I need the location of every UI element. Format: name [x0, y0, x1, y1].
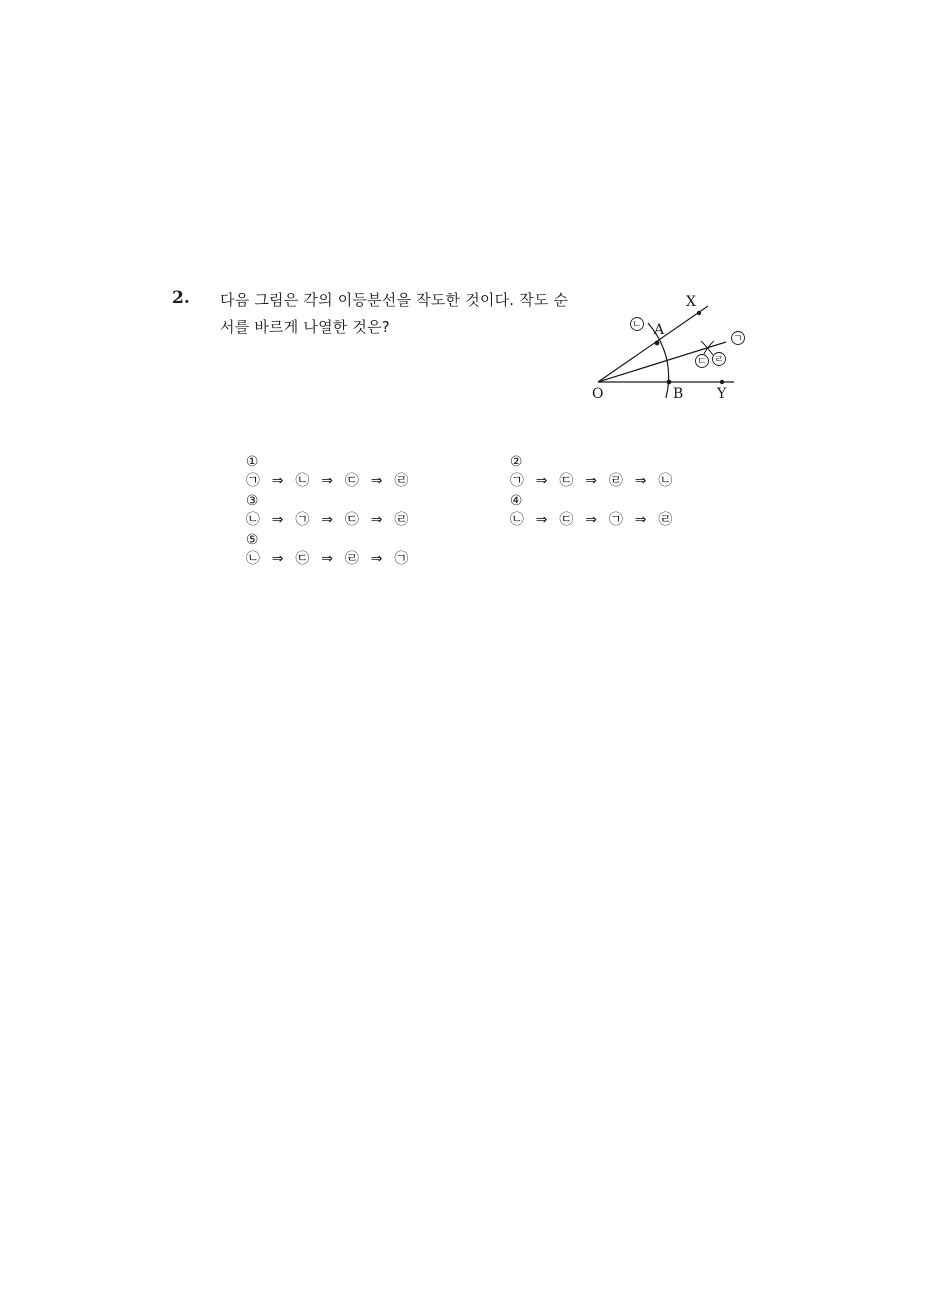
point-y [720, 380, 724, 384]
svg-text:ㄴ: ㄴ [632, 319, 642, 331]
choice-3-sequence: ㉡ ⇒ ㉠ ⇒ ㉢ ⇒ ㉣ [245, 512, 410, 528]
choice-3-number: ③ [245, 493, 260, 509]
choice-1-number: ① [245, 454, 260, 470]
choice-4-number: ④ [509, 493, 524, 509]
label-o: O [592, 386, 604, 402]
svg-text:ㄱ: ㄱ [733, 333, 743, 345]
step-mark-g [732, 332, 745, 345]
svg-text:ㄷ: ㄷ [697, 356, 707, 368]
svg-text:ㄹ: ㄹ [714, 354, 724, 366]
question-line-1: 다음 그림은 각의 이등분선을 작도한 것이다. 작도 순 [220, 291, 569, 309]
point-b [667, 380, 672, 385]
label-y: Y [717, 386, 727, 402]
point-x [697, 311, 701, 315]
choice-5[interactable] [224, 516, 409, 584]
step-mark-d [696, 355, 709, 368]
question-number: 2. [172, 288, 190, 308]
step-mark-n [631, 318, 644, 331]
choice-5-sequence: ㉡ ⇒ ㉢ ⇒ ㉣ ⇒ ㉠ [245, 551, 410, 567]
label-a: A [654, 322, 665, 338]
choice-2-number: ② [509, 454, 524, 470]
choice-4[interactable] [488, 477, 673, 545]
question-text [220, 287, 580, 341]
choice-2-sequence: ㉠ ⇒ ㉢ ⇒ ㉣ ⇒ ㉡ [509, 473, 674, 489]
angle-bisector-figure [580, 288, 760, 408]
step-mark-r [713, 353, 726, 366]
cross-arcs [701, 341, 714, 355]
choice-5-number: ⑤ [245, 532, 260, 548]
choice-4-sequence: ㉡ ⇒ ㉢ ⇒ ㉠ ⇒ ㉣ [509, 512, 674, 528]
question-line-2: 서를 바르게 나열한 것은? [220, 318, 390, 336]
point-a [655, 341, 660, 346]
choice-1-sequence: ㉠ ⇒ ㉡ ⇒ ㉢ ⇒ ㉣ [245, 473, 410, 489]
label-b: B [673, 386, 684, 402]
label-x: X [686, 294, 696, 310]
ray-ox [598, 306, 708, 382]
